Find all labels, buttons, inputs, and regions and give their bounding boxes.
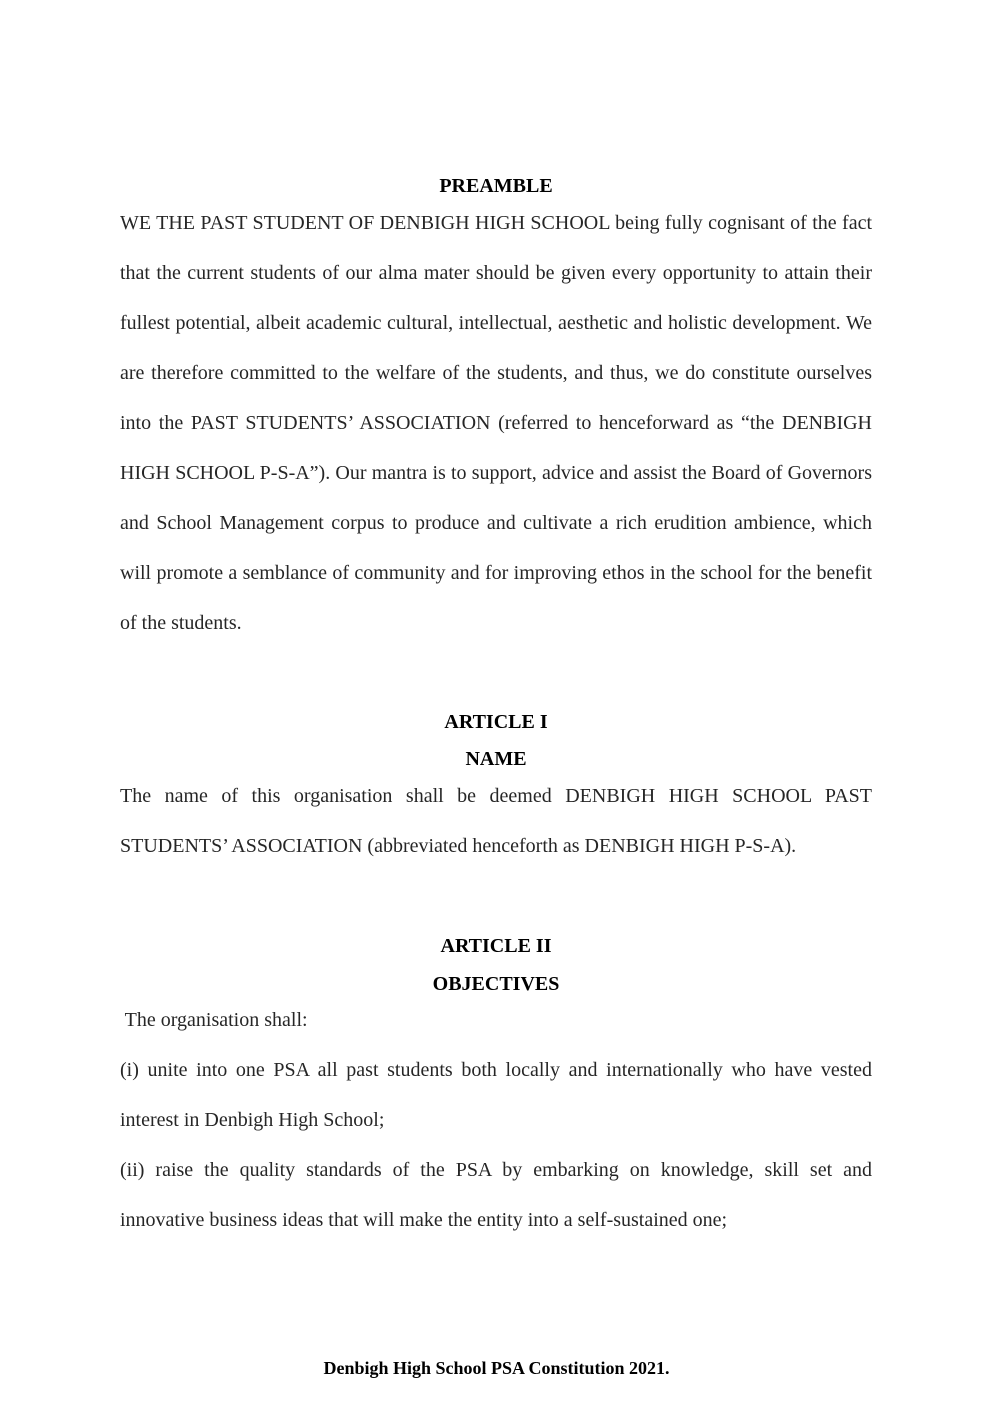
article-2-number: ARTICLE II	[440, 935, 552, 957]
article-2-title: OBJECTIVES	[432, 973, 560, 995]
objective-item-1: (i) unite into one PSA all past students both locally and internationally who have vested interest in Denbigh High School;	[120, 1059, 872, 1131]
article-1-number: ARTICLE I	[444, 711, 548, 733]
objective-item-2: (ii) raise the quality standards of the PSA by embarking on knowledge, skill set and innovative business ideas that will make the entity into a self-sustained one;	[120, 1159, 872, 1231]
article-1-paragraph: The name of this organisation shall be deemed DENBIGH HIGH SCHOOL PAST STUDENTS’ ASSOCIATION (abbreviated henceforth as DENBIGH HIGH P-S-A).	[120, 785, 872, 857]
page-footer: Denbigh High School PSA Constitution 2021.	[323, 1358, 670, 1378]
article-1-title: NAME	[465, 748, 527, 770]
article-2-intro: The organisation shall:	[120, 1009, 308, 1031]
preamble-heading: PREAMBLE	[439, 175, 553, 197]
preamble-paragraph: WE THE PAST STUDENT OF DENBIGH HIGH SCHOOL being fully cognisant of the fact that the current students of our alma mater should be given every opportunity to attain their fullest potential, albeit academic cultural, intellectual, aesthetic and holistic development. We are therefore committed to the welfare of the students, and thus, we do constitute ourselves into the PAST STUDENTS’ ASSOCIATION (referred to henceforward as “the DENBIGH HIGH SCHOOL P-S-A”). Our mantra is to support, advice and assist the Board of Governors and School Management corpus to produce and cultivate a rich erudition ambience, which will promote a semblance of community and for improving ethos in the school for the benefit of the students.	[120, 212, 872, 634]
